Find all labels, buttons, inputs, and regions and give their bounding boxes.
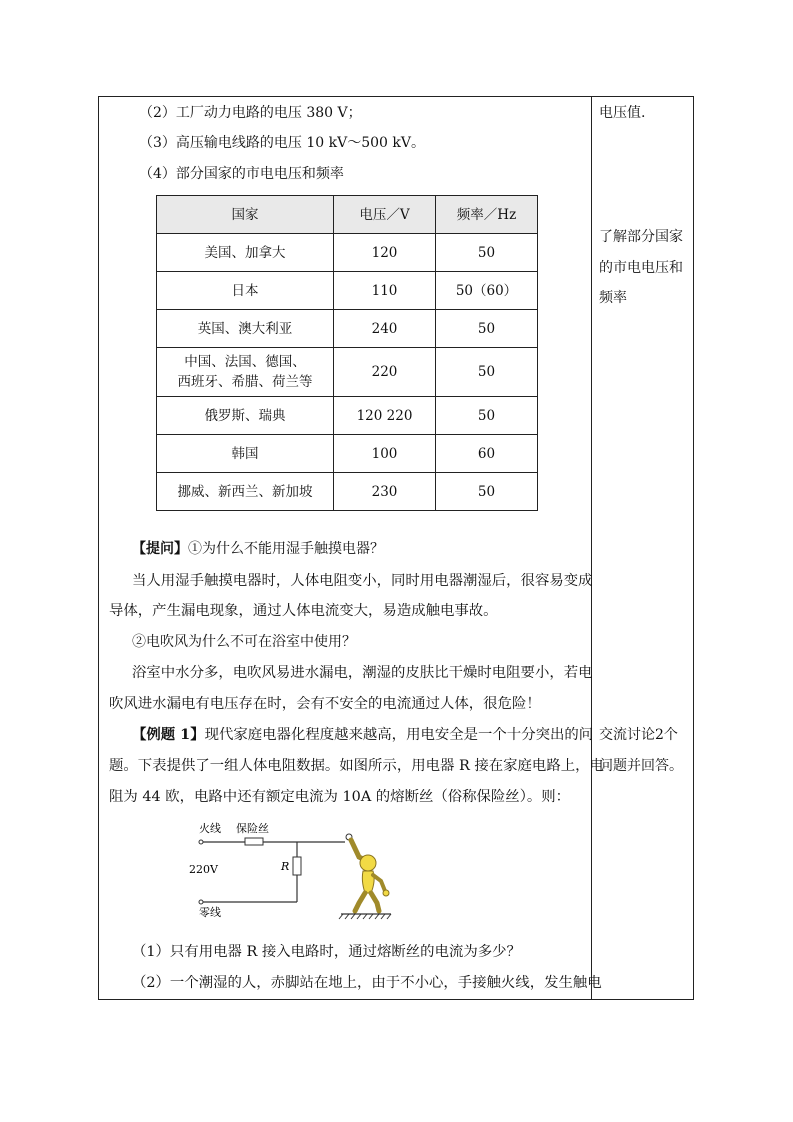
header-voltage: 电压／V	[334, 196, 436, 234]
side-note-1: 电压值.	[599, 105, 646, 121]
table-row	[157, 397, 538, 435]
header-frequency: 频率／Hz	[436, 196, 538, 234]
answer-2-line-2: 吹风进水漏电有电压存在时，会有不安全的电流通过人体，很危险！	[109, 696, 541, 712]
example-line-1	[132, 725, 593, 745]
table-row	[157, 272, 538, 310]
example-line-3: 阻为 44 欧，电路中还有额定电流为 10A 的熔断丝（俗称保险丝）。则：	[109, 789, 571, 805]
voltage-label: 220V	[189, 863, 218, 876]
question-label: 【提问】	[132, 541, 188, 557]
voltage-frequency-table	[156, 195, 538, 511]
neutral-wire-label: 零线	[199, 906, 221, 919]
cell-voltage: 240	[334, 310, 436, 348]
cell-country: 美国、加拿大	[157, 234, 334, 272]
cell-frequency: 50	[436, 234, 538, 272]
cell-country: 俄罗斯、瑞典	[157, 397, 334, 435]
live-wire-label: 火线	[199, 822, 221, 835]
cell-voltage: 230	[334, 473, 436, 511]
table-header-row	[157, 196, 538, 234]
side-notes-cell	[592, 97, 693, 999]
fuse-symbol	[245, 838, 263, 845]
cell-frequency: 60	[436, 435, 538, 473]
table-row	[157, 473, 538, 511]
table-row	[157, 435, 538, 473]
side-note-2-line-1: 了解部分国家	[599, 229, 683, 245]
cell-country: 中国、法国、德国、 西班牙、希腊、荷兰等	[157, 348, 334, 397]
side-note-3-line-2: 问题并回答。	[599, 758, 683, 774]
side-note-2-line-3: 频率	[599, 290, 627, 306]
side-note-3-line-1: 交流讨论2个	[599, 727, 678, 743]
sub-question-2: （2）一个潮湿的人，赤脚站在地上，由于不小心，手接触火线，发生触电	[132, 975, 602, 991]
example-line-2: 题。下表提供了一组人体电阻数据。如图所示，用电器 R 接在家庭电路上，电	[109, 758, 604, 774]
person-figure	[339, 834, 391, 919]
fuse-label: 保险丝	[236, 822, 269, 835]
neutral-terminal	[199, 900, 203, 904]
header-country: 国家	[157, 196, 334, 234]
item-4-text: （4）部分国家的市电电压和频率	[139, 166, 344, 182]
cell-country: 英国、澳大利亚	[157, 310, 334, 348]
question-1	[132, 539, 384, 559]
cell-voltage: 220	[334, 348, 436, 397]
table-row	[157, 234, 538, 272]
cell-country: 韩国	[157, 435, 334, 473]
table-row	[157, 348, 538, 397]
question-2-text: ②电吹风为什么不可在浴室中使用？	[132, 634, 356, 650]
cell-voltage: 120	[334, 234, 436, 272]
cell-frequency: 50	[436, 348, 538, 397]
answer-2-line-1: 浴室中水分多，电吹风易进水漏电，潮湿的皮肤比干燥时电阻要小，若电	[132, 665, 593, 681]
table-row	[157, 310, 538, 348]
cell-frequency: 50	[436, 473, 538, 511]
resistor-symbol	[293, 857, 301, 875]
answer-1-line-2: 导体，产生漏电现象，通过人体电流变大，易造成触电事故。	[109, 603, 498, 619]
circuit-diagram	[177, 819, 417, 929]
cell-voltage: 120 220	[334, 397, 436, 435]
side-note-2-line-2: 的市电电压和	[599, 260, 683, 276]
cell-frequency: 50	[436, 310, 538, 348]
cell-country: 挪威、新西兰、新加坡	[157, 473, 334, 511]
item-2-text: （2）工厂动力电路的电压 380 V；	[139, 105, 362, 121]
item-3-text: （3）高压输电线路的电压 10 kV～500 kV。	[139, 135, 425, 151]
main-content-cell	[99, 97, 604, 999]
cell-frequency: 50（60）	[436, 272, 538, 310]
cell-voltage: 110	[334, 272, 436, 310]
live-terminal	[199, 840, 203, 844]
cell-voltage: 100	[334, 435, 436, 473]
resistor-label: R	[281, 860, 290, 873]
sub-question-1: （1）只有用电器 R 接入电路时，通过熔断丝的电流为多少？	[132, 944, 521, 960]
cell-country: 日本	[157, 272, 334, 310]
example-label: 【例题 1】	[132, 726, 205, 743]
cell-frequency: 50	[436, 397, 538, 435]
answer-1-line-1: 当人用湿手触摸电器时，人体电阻变小，同时用电器潮湿后，很容易变成	[132, 573, 593, 589]
question-1-text: ①为什么不能用湿手触摸电器？	[188, 541, 384, 557]
example-line-1-text: 现代家庭电器化程度越来越高，用电安全是一个十分突出的问	[204, 727, 594, 743]
